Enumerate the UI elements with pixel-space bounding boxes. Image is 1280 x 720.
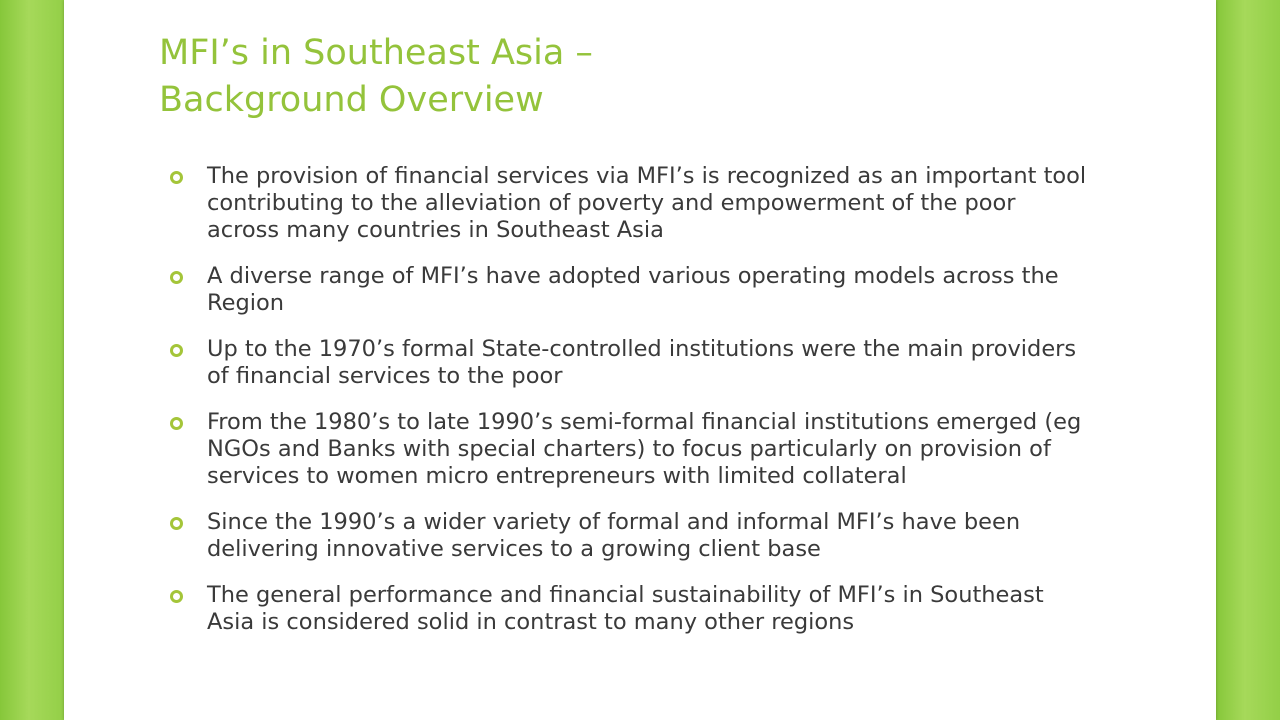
- bullet-text-6: The general performance and financial sustainability of MFI’s in Southeast Asia is considered solid in contrast to many other regions: [207, 582, 1044, 635]
- background-left-panel: [0, 0, 64, 720]
- slide-title-line-2: Background Overview: [159, 80, 544, 120]
- bullet-item-6: [168, 582, 1088, 636]
- slide-canvas: [64, 0, 1216, 720]
- bullet-item-4: [168, 409, 1088, 490]
- bullet-item-3: [168, 336, 1088, 390]
- bullet-text-5: Since the 1990’s a wider variety of formal and informal MFI’s have been delivering innovative services to a growing client base: [207, 509, 1021, 562]
- bullet-item-5: [168, 509, 1088, 563]
- bullet-list: [168, 163, 1088, 655]
- hollow-circle-bullet-icon: [170, 344, 183, 357]
- bullet-text-2: A diverse range of MFI’s have adopted various operating models across the Region: [207, 263, 1059, 316]
- slide-title-line-1: MFI’s in Southeast Asia –: [159, 33, 593, 73]
- bullet-text-4: From the 1980’s to late 1990’s semi-formal financial institutions emerged (eg NGOs and Banks with special charters) to focus particularly on provision of services to women micro entrepreneurs with limited collateral: [207, 409, 1082, 489]
- hollow-circle-bullet-icon: [170, 517, 183, 530]
- hollow-circle-bullet-icon: [170, 271, 183, 284]
- background-right-panel: [1216, 0, 1280, 720]
- hollow-circle-bullet-icon: [170, 590, 183, 603]
- hollow-circle-bullet-icon: [170, 417, 183, 430]
- slide-title: [159, 30, 1059, 124]
- hollow-circle-bullet-icon: [170, 171, 183, 184]
- bullet-text-1: The provision of financial services via MFI’s is recognized as an important tool contributing to the alleviation of poverty and empowerment of the poor across many countries in Southeast Asia: [207, 163, 1087, 243]
- bullet-item-1: [168, 163, 1088, 244]
- bullet-item-2: [168, 263, 1088, 317]
- bullet-text-3: Up to the 1970’s formal State-controlled institutions were the main providers of financial services to the poor: [207, 336, 1077, 389]
